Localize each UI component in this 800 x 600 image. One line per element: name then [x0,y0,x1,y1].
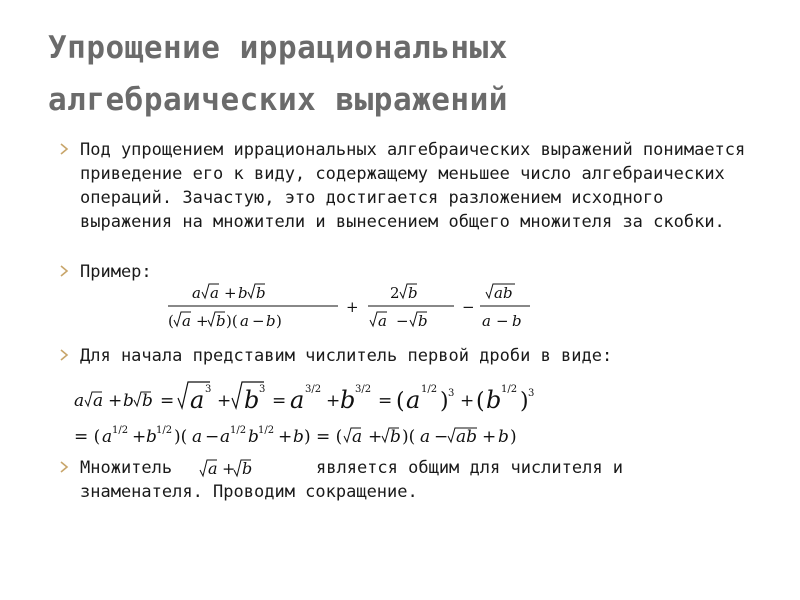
svg-text:a: a [74,391,85,411]
svg-text:+: + [196,312,209,330]
svg-text:1/2: 1/2 [156,425,173,436]
svg-text:a: a [93,391,104,411]
svg-text:b: b [248,427,259,447]
svg-text:a: a [190,386,205,414]
svg-text:b: b [293,427,304,447]
svg-text:3: 3 [448,388,455,399]
svg-text:b: b [512,312,522,330]
chevron-bullet-icon [58,141,72,155]
svg-text:+: + [222,459,236,478]
svg-text:b: b [498,427,509,447]
svg-text:+: + [368,427,383,447]
bullet-text-numerator: Для начала представим числитель первой дроби в виде: [80,346,613,366]
svg-text:+: + [278,427,293,447]
bullet-text-definition: Под упрощением иррациональных алгебраических выражений понимается приведение его к виду, содержащему меньшее число алгебраических операций. Зачастую, это достигается разложением исходного выражения на множители и вынесением общего множителя за скобки. [80,140,756,232]
formula-line-1 [74,378,694,420]
svg-text:3: 3 [528,388,535,399]
svg-text:a: a [378,312,387,330]
svg-text:b: b [123,391,134,411]
inline-factor-formula [198,452,278,480]
svg-text:b: b [418,312,428,330]
svg-text:ab: ab [494,284,513,302]
svg-text:a: a [240,312,249,330]
chevron-bullet-icon [58,459,72,473]
svg-text:+: + [108,391,123,411]
svg-text:a: a [406,386,421,414]
svg-text:)(: )( [226,312,238,330]
svg-text:): ) [520,389,529,414]
svg-text:−: − [252,312,265,330]
svg-text:2: 2 [390,284,400,302]
svg-text:)(: )( [174,427,188,447]
bullet-text-factor-before: Множитель [80,458,173,478]
svg-text:a: a [290,386,305,414]
svg-text:1/2: 1/2 [421,384,438,395]
bullet-item-definition [58,138,758,258]
svg-text:=: = [272,391,287,411]
svg-text:) = (: ) = ( [304,427,343,447]
svg-text:a: a [482,312,491,330]
svg-text:(: ( [476,389,485,414]
svg-text:b: b [142,391,153,411]
chevron-bullet-icon [58,347,72,361]
svg-text:a: a [220,427,231,447]
svg-text:b: b [390,427,401,447]
svg-text:b: b [256,284,266,302]
svg-text:+: + [460,391,475,411]
svg-text:−: − [205,427,220,447]
slide-title-line-2: алгебраических выражений [48,82,508,118]
svg-text:−: − [496,312,509,330]
svg-text:a: a [420,427,431,447]
svg-text:+: + [346,298,359,316]
svg-text:3/2: 3/2 [355,384,372,395]
svg-text:a: a [210,284,219,302]
svg-text:)(: )( [402,427,416,447]
svg-text:): ) [510,427,517,447]
svg-text:(: ( [396,389,405,414]
svg-text:3/2: 3/2 [305,384,322,395]
svg-text:b: b [146,427,157,447]
svg-text:1/2: 1/2 [112,425,129,436]
bullet-text-factor-line2: знаменателя. Проводим сокращение. [80,482,418,502]
example-formula [168,276,548,340]
svg-text:+: + [482,427,497,447]
svg-text:= (: = ( [74,427,101,447]
slide-title-line-1: Упрощение иррациональных [48,30,508,66]
svg-text:+: + [224,284,237,302]
svg-text:b: b [266,312,276,330]
svg-text:=: = [378,391,393,411]
svg-text:−: − [462,298,475,316]
svg-text:b: b [238,284,248,302]
svg-text:3: 3 [205,384,212,395]
svg-text:1/2: 1/2 [230,425,247,436]
svg-text:b: b [244,386,260,414]
svg-text:b: b [242,459,253,478]
svg-text:a: a [208,459,218,478]
bullet-item-numerator [58,344,758,370]
svg-text:a: a [102,427,113,447]
chevron-bullet-icon [58,263,72,277]
svg-text:b: b [216,312,226,330]
bullet-text-example: Пример: [80,262,152,282]
svg-text:a: a [192,284,201,302]
svg-text:−: − [396,312,409,330]
bullet-text-factor-after: является общим для числителя и [316,458,624,478]
svg-text:1/2: 1/2 [501,384,518,395]
svg-text:=: = [160,391,175,411]
svg-text:+: + [326,391,341,411]
svg-text:b: b [486,386,502,414]
svg-text:1/2: 1/2 [258,425,275,436]
svg-text:a: a [192,427,203,447]
svg-text:+: + [132,427,147,447]
svg-text:b: b [408,284,418,302]
svg-text:(: ( [168,312,174,330]
svg-text:+: + [217,391,232,411]
formula-line-2 [74,420,694,454]
svg-text:3: 3 [259,384,266,395]
svg-text:ab: ab [456,427,478,447]
bullet-item-common-factor [58,456,758,506]
svg-text:): ) [276,312,282,330]
svg-text:−: − [434,427,449,447]
svg-text:b: b [340,386,356,414]
svg-text:a: a [182,312,191,330]
svg-text:a: a [352,427,363,447]
svg-text:): ) [440,389,449,414]
